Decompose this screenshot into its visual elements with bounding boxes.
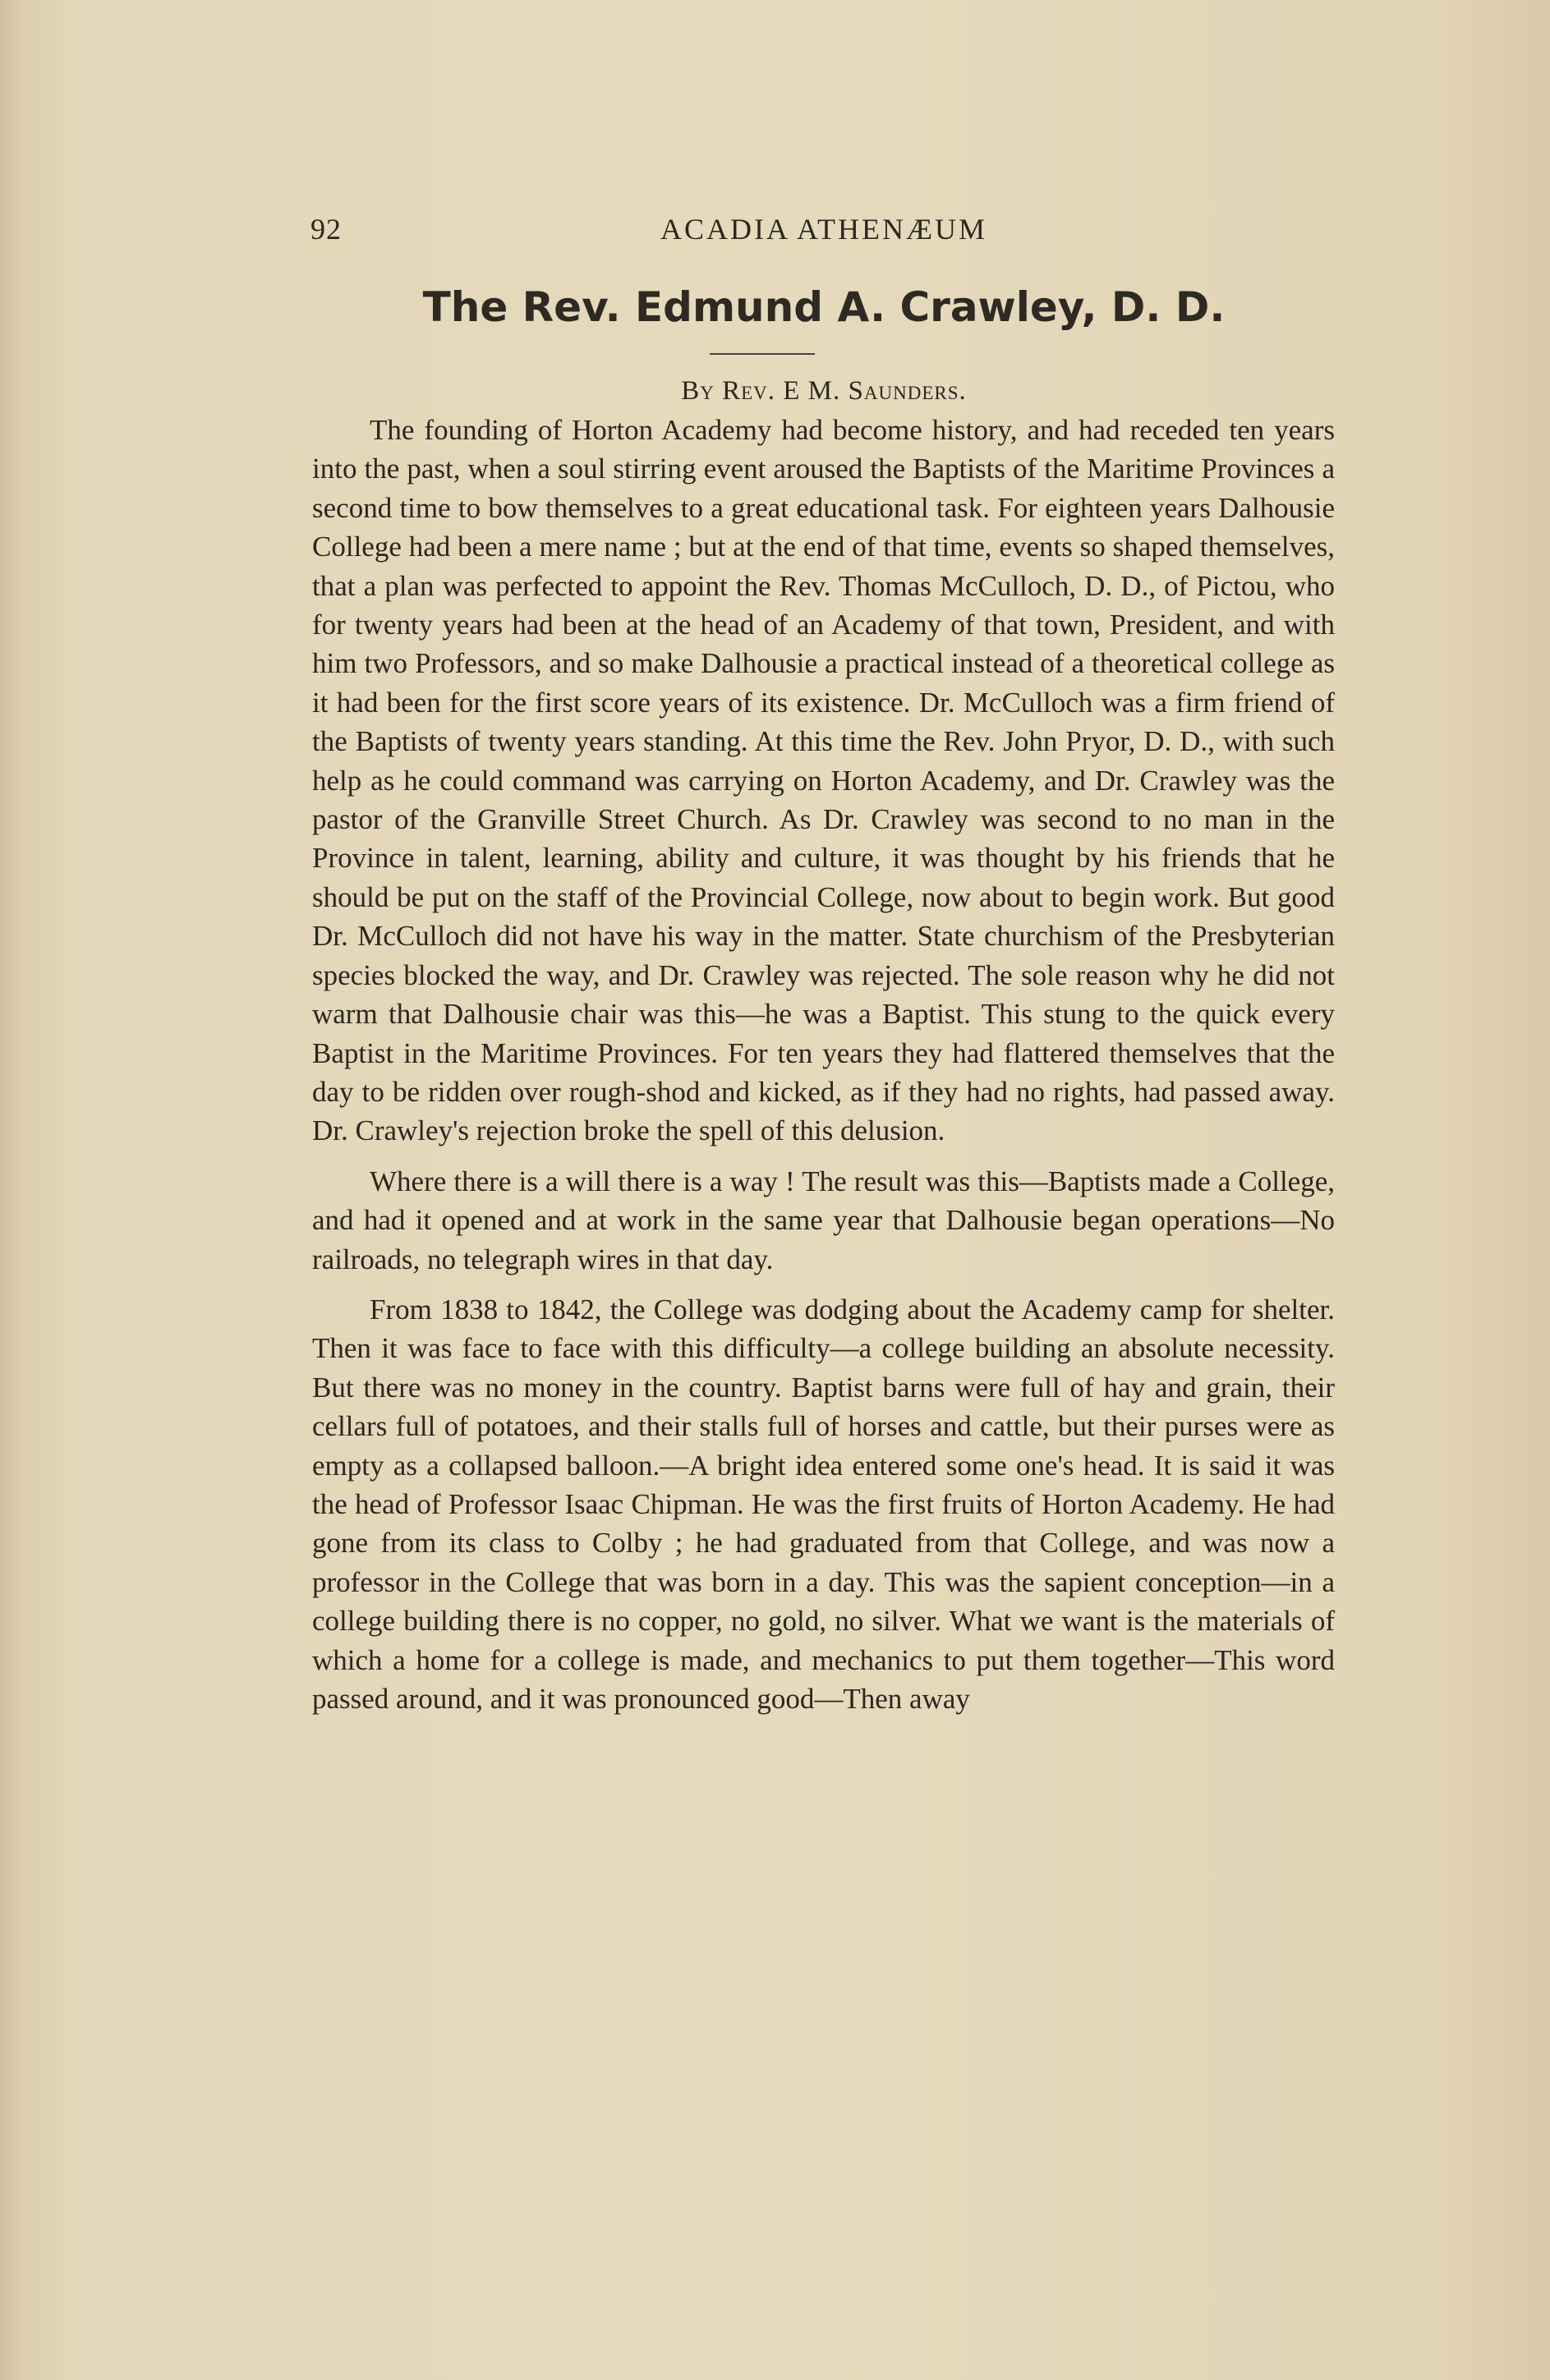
article-body	[312, 411, 1335, 1718]
title-rule	[710, 353, 815, 355]
paragraph-2: Where there is a will there is a way ! The result was this—Baptists made a College, and had it opened and at work in the same year that Dalhousie began operations—No railroads, no telegraph wires in that day.	[312, 1165, 1335, 1275]
article-byline: By Rev. E M. Saunders.	[681, 376, 967, 406]
page-header	[310, 212, 1337, 253]
running-title: ACADIA ATHENÆUM	[660, 213, 988, 246]
paragraph-3: From 1838 to 1842, the College was dodging about the Academy camp for shelter. Then it was face to face with this difficulty—a college building an absolute necessity. But there was no money in the country. Baptist barns were full of hay and grain, their cellars full of potatoes, and their stalls full of horses and cattle, but their purses were as empty as a collapsed balloon.—A bright idea entered some one's head. It is said it was the head of Professor Isaac Chipman. He was the first fruits of Horton Academy. He had gone from its class to Colby ; he had graduated from that College, and was now a professor in the College that was born in a day. This was the sapient conception—in a college building there is no copper, no gold, no silver. What we want is the materials of which a home for a college is made, and mechanics to put them together—This word passed around, and it was pronounced good—Then away	[312, 1293, 1335, 1715]
page-number: 92	[310, 213, 342, 246]
paragraph-1: The founding of Horton Academy had become history, and had receded ten years into the past, when a soul stirring event aroused the Baptists of the Maritime Provinces a second time to bow themselves to a great educational task. For eighteen years Dalhousie College had been a mere name ; but at the end of that time, events so shaped themselves, that a plan was perfected to appoint the Rev. Thomas McCulloch, D. D., of Pictou, who for twenty years had been at the head of an Academy of that town, President, and with him two Professors, and so make Dalhousie a practical instead of a theoretical college as it had been for the first score years of its existence. Dr. McCulloch was a firm friend of the Baptists of twenty years standing. At this time the Rev. John Pryor, D. D., with such help as he could command was carrying on Horton Academy, and Dr. Crawley was the pastor of the Granville Street Church. As Dr. Crawley was second to no man in the Province in talent, learning, ability and culture, it was thought by his friends that he should be put on the staff of the Provincial College, now about to begin work. But good Dr. McCulloch did not have his way in the matter. State churchism of the Presbyterian species blocked the way, and Dr. Crawley was rejected. The sole reason why he did not warm that Dalhousie chair was this—he was a Baptist. This stung to the quick every Baptist in the Maritime Provinces. For ten years they had flattered themselves that the day to be ridden over rough-shod and kicked, as if they had no rights, had passed away. Dr. Crawley's rejection broke the spell of this delusion.	[312, 414, 1335, 1147]
article-title: The Rev. Edmund A. Crawley, D. D.	[422, 283, 1226, 331]
